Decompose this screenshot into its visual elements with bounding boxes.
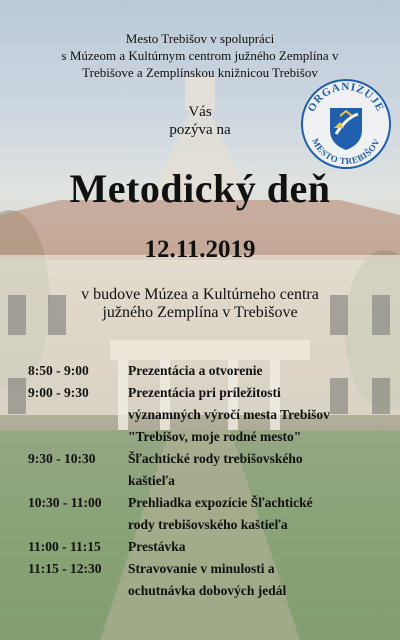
invite-line-1: Vás bbox=[188, 104, 212, 120]
schedule-time: 9:00 - 9:30 bbox=[28, 385, 89, 400]
schedule-desc-line: Prestávka bbox=[128, 539, 186, 554]
intro-line: Mesto Trebišov v spolupráci bbox=[125, 31, 275, 46]
venue-line: v budove Múzea a Kultúrneho centra bbox=[81, 286, 319, 303]
schedule-desc-line: "Trebišov, moje rodné mesto" bbox=[128, 429, 302, 444]
schedule-row bbox=[28, 536, 396, 558]
schedule-desc bbox=[128, 360, 396, 382]
schedule-time: 11:15 - 12:30 bbox=[28, 561, 102, 576]
intro-text bbox=[0, 30, 400, 81]
schedule-desc-line: Stravovanie v minulosti a bbox=[128, 561, 275, 576]
venue-line: južného Zemplína v Trebišove bbox=[102, 304, 298, 321]
schedule-desc-line: Prehliadka expozície Šľachtické bbox=[128, 495, 313, 510]
invite-line-2: pozýva na bbox=[169, 122, 231, 138]
event-title: Metodický deň bbox=[69, 166, 331, 211]
schedule-desc bbox=[128, 448, 396, 492]
schedule-time: 10:30 - 11:00 bbox=[28, 495, 102, 510]
schedule bbox=[28, 360, 396, 602]
schedule-desc bbox=[128, 536, 396, 558]
schedule-row bbox=[28, 492, 396, 536]
intro-line: s Múzeom a Kultúrnym centrom južného Zemplína v bbox=[61, 48, 339, 63]
schedule-time: 8:50 - 9:00 bbox=[28, 363, 89, 378]
schedule-desc bbox=[128, 558, 396, 602]
schedule-desc-line: Prezentácia pri príležitosti bbox=[128, 385, 281, 400]
logo-top-text: ORGANIZUJE bbox=[305, 80, 387, 114]
schedule-row bbox=[28, 382, 396, 448]
schedule-desc-line: významných výročí mesta Trebišov bbox=[128, 407, 330, 422]
intro-line: Trebišove a Zemplínskou knižnicou Trebišov bbox=[82, 65, 318, 80]
schedule-desc-line: Prezentácia a otvorenie bbox=[128, 363, 263, 378]
schedule-desc bbox=[128, 492, 396, 536]
schedule-time: 9:30 - 10:30 bbox=[28, 451, 96, 466]
schedule-row bbox=[28, 558, 396, 602]
schedule-time: 11:00 - 11:15 bbox=[28, 539, 101, 554]
schedule-desc-line: Šľachtické rody trebišovského bbox=[128, 451, 303, 466]
schedule-desc-line: ochutnávka dobových jedál bbox=[128, 583, 287, 598]
venue-text bbox=[0, 286, 400, 322]
mesto-trebisov-logo-icon bbox=[300, 78, 392, 170]
schedule-desc-line: kaštieľa bbox=[128, 473, 175, 488]
schedule-row bbox=[28, 360, 396, 382]
schedule-desc-line: rody trebišovského kaštieľa bbox=[128, 517, 288, 532]
logo-bottom-text: MESTO TREBIŠOV bbox=[310, 136, 382, 167]
schedule-desc bbox=[128, 382, 396, 448]
event-date: 12.11.2019 bbox=[144, 236, 256, 263]
schedule-row bbox=[28, 448, 396, 492]
